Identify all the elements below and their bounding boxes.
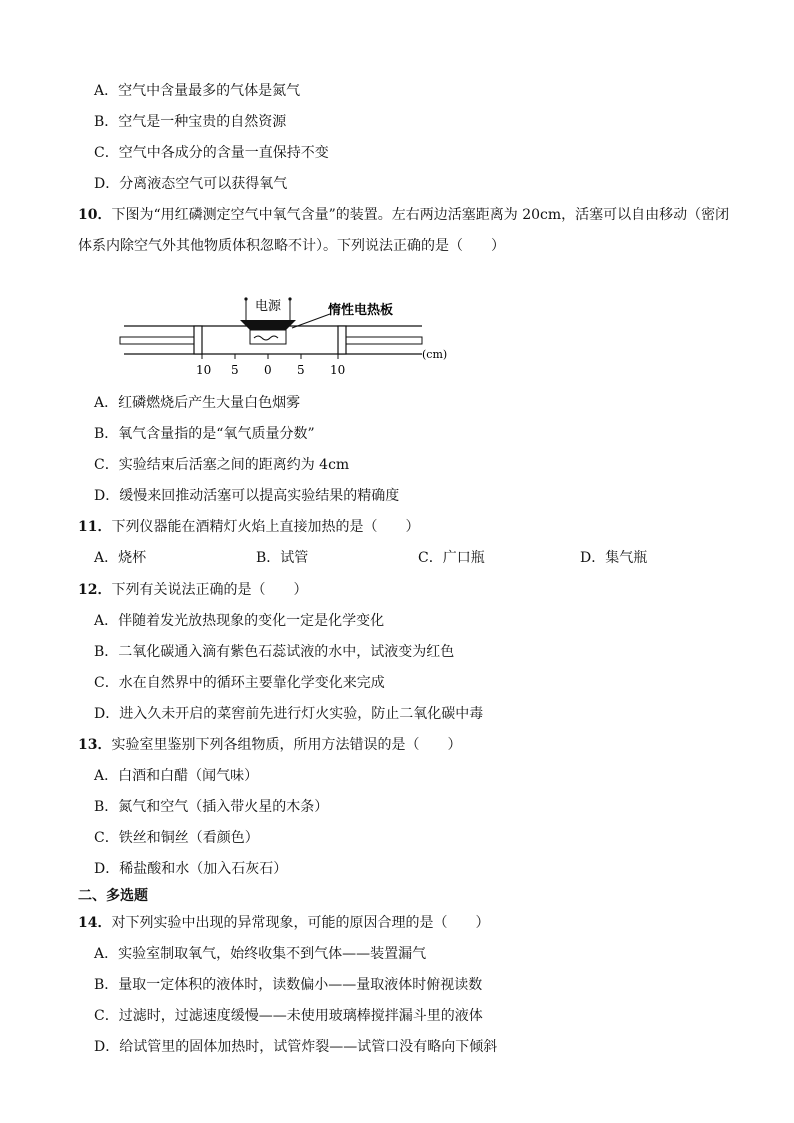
q12-option-d: D．进入久未开启的菜窖前先进行灯火实验，防止二氧化碳中毒 (94, 706, 484, 722)
q10-option-b: B．氧气含量指的是“氧气质量分数” (94, 426, 315, 442)
power-label: 电源 (255, 299, 282, 314)
q12-stem (78, 580, 307, 600)
q11-option-a: A．烧杯 (94, 550, 147, 566)
q11-option-d: D．集气瓶 (580, 550, 648, 566)
q14-option-a: A．实验室制取氧气，始终收集不到气体——装置漏气 (94, 946, 427, 962)
q11-option-c: C．广口瓶 (418, 550, 485, 566)
q12-option-b: B．二氧化碳通入滴有紫色石蕊试液的水中，试液变为红色 (94, 644, 455, 660)
scale-unit-label: (cm) (422, 348, 448, 361)
scale-tick-label: 0 (264, 363, 272, 377)
q13-stem (78, 735, 461, 755)
scale-tick-label: 10 (196, 363, 212, 377)
scale-tick-label: 10 (330, 363, 346, 377)
q9-option-c: C．空气中各成分的含量一直保持不变 (94, 145, 329, 161)
oxygen-content-apparatus-figure (118, 290, 458, 380)
q13-option-c: C．铁丝和铜丝（看颜色） (94, 830, 259, 846)
q14-text: 对下列实验中出现的异常现象，可能的原因合理的是（ ） (111, 915, 490, 931)
q10-option-a: A．红磷燃烧后产生大量白色烟雾 (94, 395, 301, 411)
q10-number: 10． (78, 207, 112, 223)
q10-option-c: C．实验结束后活塞之间的距离约为 4cm (94, 457, 350, 473)
q10-text-line1: 下图为“用红磷测定空气中氧气含量”的装置。左右两边活塞距离为 20cm，活塞可以自由移动（密闭 (111, 207, 730, 223)
q13-option-d: D．稀盐酸和水（加入石灰石） (94, 861, 288, 877)
q10-stem-line1 (78, 205, 729, 225)
scale-tick-label: 5 (297, 363, 305, 377)
q14-option-c: C．过滤时，过滤速度缓慢——未使用玻璃棒搅拌漏斗里的液体 (94, 1008, 483, 1024)
q13-option-a: A．白酒和白醋（闻气味） (94, 768, 259, 784)
q12-number: 12． (78, 582, 112, 598)
q11-stem (78, 517, 419, 537)
q9-option-d: D．分离液态空气可以获得氧气 (94, 176, 288, 192)
q13-option-b: B．氮气和空气（插入带火星的木条） (94, 799, 329, 815)
section-heading-multiple-choice: 二、多选题 (78, 888, 148, 904)
q13-text: 实验室里鉴别下列各组物质，所用方法错误的是（ ） (111, 737, 462, 753)
q11-number: 11． (78, 519, 112, 535)
q13-number: 13． (78, 737, 112, 753)
q9-option-b: B．空气是一种宝贵的自然资源 (94, 114, 287, 130)
q10-text-line2: 体系内除空气外其他物质体积忽略不计）。下列说法正确的是（ ） (78, 238, 505, 254)
q12-option-a: A．伴随着发光放热现象的变化一定是化学变化 (94, 613, 385, 629)
scale-tick-label: 5 (231, 363, 239, 377)
q12-text: 下列有关说法正确的是（ ） (111, 582, 308, 598)
q11-option-b: B．试管 (256, 550, 309, 566)
q14-option-d: D．给试管里的固体加热时，试管炸裂——试管口没有略向下倾斜 (94, 1039, 498, 1055)
q14-stem (78, 913, 489, 933)
q12-option-c: C．水在自然界中的循环主要靠化学变化来完成 (94, 675, 385, 691)
q9-option-a: A．空气中含量最多的气体是氮气 (94, 83, 301, 99)
q14-option-b: B．量取一定体积的液体时，读数偏小——量取液体时俯视读数 (94, 977, 483, 993)
q11-options-row (94, 548, 714, 568)
q11-text: 下列仪器能在酒精灯火焰上直接加热的是（ ） (111, 519, 420, 535)
q10-option-d: D．缓慢来回推动活塞可以提高实验结果的精确度 (94, 488, 400, 504)
heater-plate-label: 惰性电热板 (328, 303, 394, 318)
q14-number: 14． (78, 915, 112, 931)
